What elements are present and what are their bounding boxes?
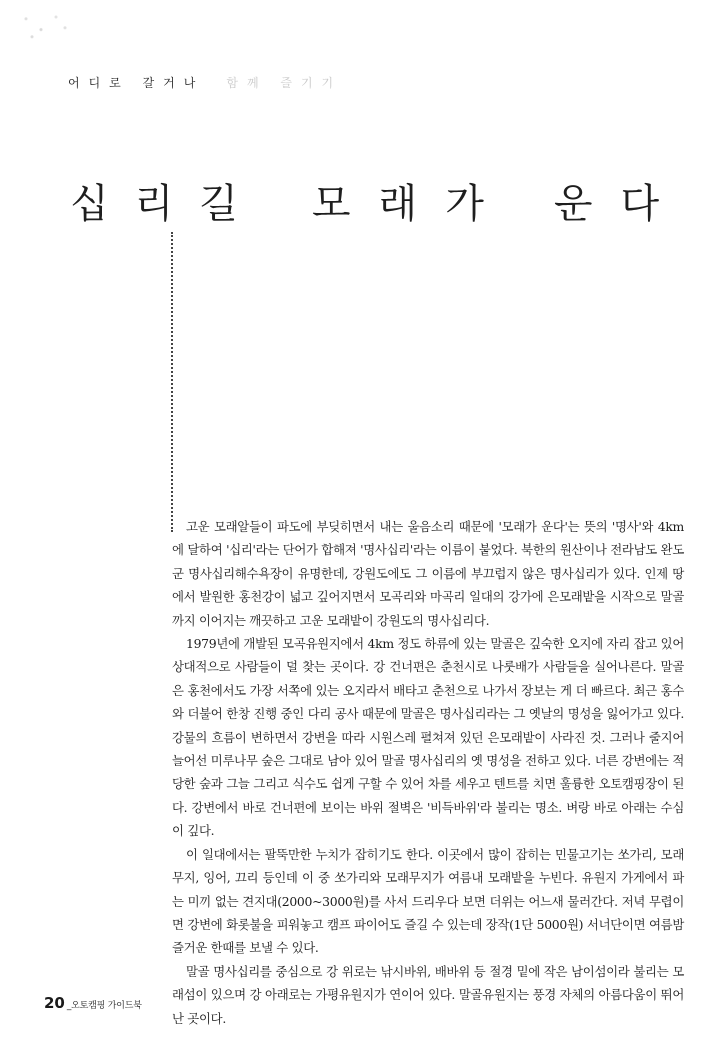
title-word-1: 십리길 <box>70 181 264 227</box>
dashed-divider <box>171 232 173 532</box>
body-paragraph-1: 고운 모래알들이 파도에 부딪히면서 내는 울음소리 때문에 '모래가 운다'는 뜻의 '명사'와 4km에 달하여 '십리'라는 단어가 합해져 '명사십리'라는 이름이 붙었다. 북한의 원산이나 전라남도 완도군 명사십리해수욕장이 유명한데, 강원도에도 그 이름에 부끄럽지 않은 명사십리가 있다. 인제 땅에서 발원한 홍천강이 넓고 깊어지면서 모곡리와 마곡리 일대의 강가에 은모래밭을 시작으로 말골까지 이어지는 깨끗하고 고운 모래밭이 강원도의 명사십리다. <box>172 519 684 628</box>
series-header <box>68 74 342 91</box>
page-number: 20 <box>44 994 65 1012</box>
body-paragraph-4: 말골 명사십리를 중심으로 강 위로는 낚시바위, 배바위 등 절경 밑에 작은 남이섬이라 불리는 모래섬이 있으며 강 아래로는 가평유원지가 연이어 있다. 말골유원지는 풍경 자체의 아름다움이 뛰어난 곳이다. <box>172 963 684 1026</box>
article-title <box>70 172 687 229</box>
page-footer <box>44 993 142 1012</box>
title-word-3: 운다 <box>553 181 688 227</box>
series-faded-label: 함께 즐기기 <box>226 76 343 90</box>
magazine-name: _오토캠핑 가이드북 <box>66 1001 142 1011</box>
body-paragraph-3: 이 일대에서는 팔뚝만한 누치가 잡히기도 한다. 이곳에서 많이 잡히는 민물고기는 쏘가리, 모래무지, 잉어, 끄리 등인데 이 중 쏘가리와 모래무지가 여름내 모래밭을 누빈다. 유원지 가게에서 파는 미끼 없는 견지대(2000~3000원)를 사서 드리우다 보면 더위는 어느새 물러간다. 저녁 무렵이면 강변에 화롯불을 피워놓고 캠프 파이어도 즐길 수 있는데 장작(1단 5000원) 서너단이면 여름밤 즐거운 한때를 보낼 수 있다. <box>172 846 684 956</box>
body-paragraph-2: 1979년에 개발된 모곡유원지에서 4km 정도 하류에 있는 말골은 깊숙한 오지에 자리 잡고 있어 상대적으로 사람들이 덜 찾는 곳이다. 강 건너편은 춘천시로 나룻배가 사람들을 실어나른다. 말골은 홍천에서도 가장 서쪽에 있는 오지라서 배타고 춘천으로 나가서 장보는 게 더 빠르다. 최근 홍수와 더불어 한창 진행 중인 다리 공사 때문에 말골은 명사십리라는 그 옛날의 명성을 잃어가고 있다. 강물의 흐름이 변하면서 강변을 따라 시원스레 펼쳐져 있던 은모래밭이 사라진 것. 그러나 줄지어 늘어선 미루나무 숲은 그대로 남아 있어 말골 명사십리의 옛 명성을 전하고 있다. 너른 강변에는 적당한 숲과 그늘 그리고 식수도 쉽게 구할 수 있어 차를 세우고 텐트를 치면 훌륭한 오토캠핑장이 된다. 강변에서 바로 건너편에 보이는 바위 절벽은 '비득바위'라 불리는 명소. 벼랑 바로 아래는 수심이 깊다. <box>172 636 684 839</box>
title-word-2: 모래가 <box>311 181 512 227</box>
scan-speckle <box>14 8 74 44</box>
series-main-label: 어디로 갈거나 <box>68 76 205 90</box>
article-body <box>172 515 684 1030</box>
